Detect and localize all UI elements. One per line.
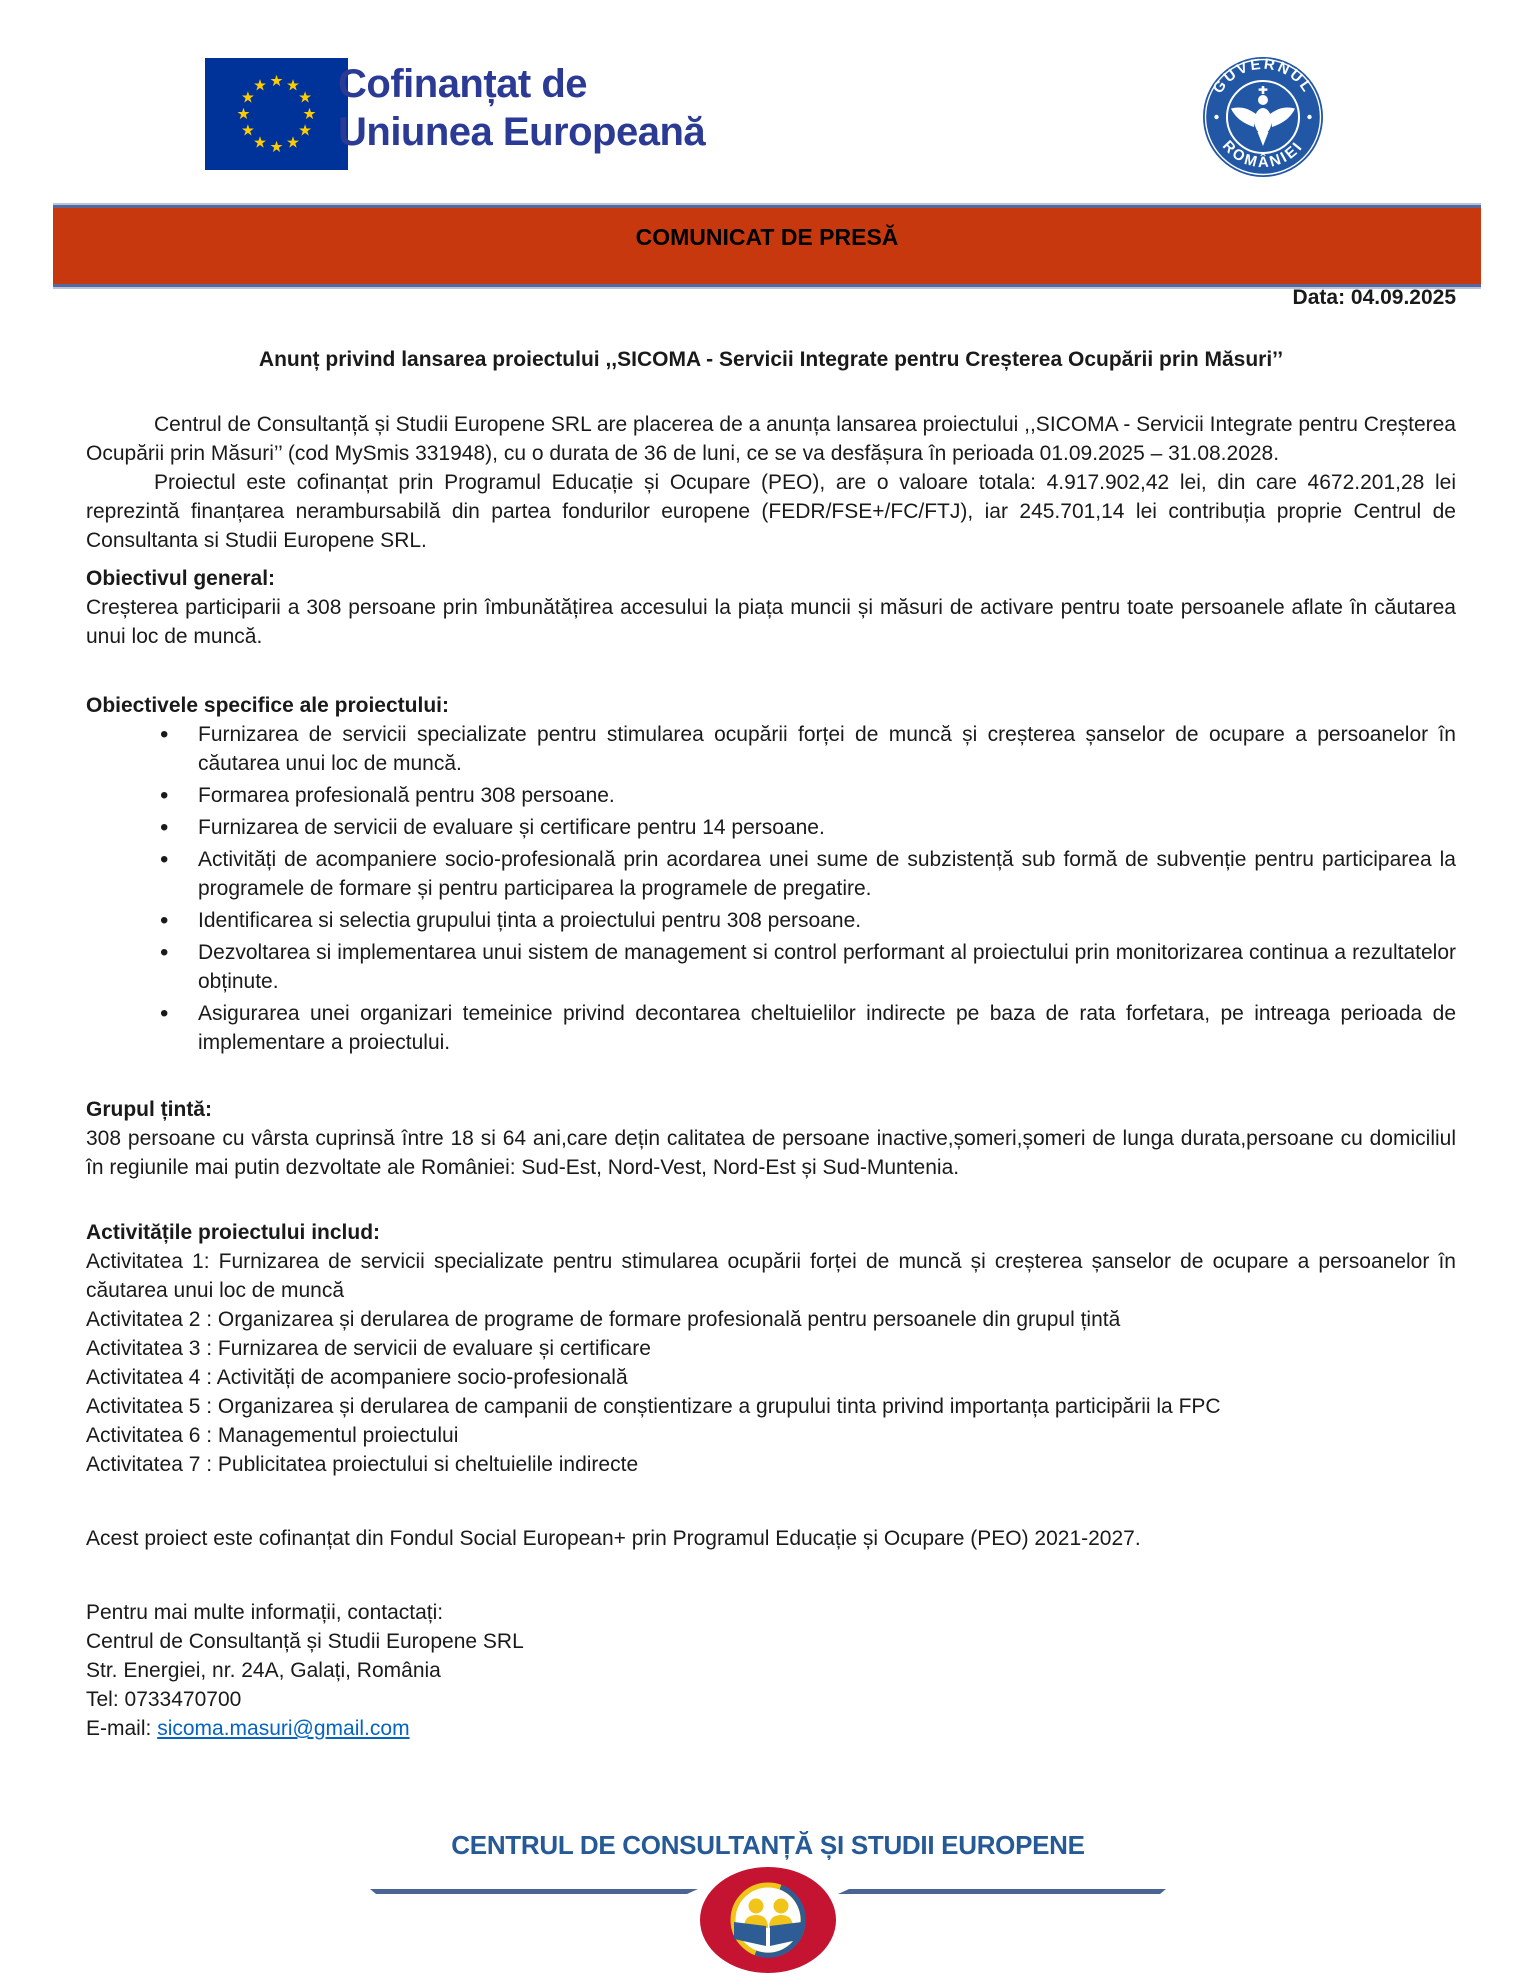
activity-item: Activitatea 3 : Furnizarea de servicii de evaluare și certificare [86,1337,651,1360]
objective-item: • Formarea profesională pentru 308 persoane. [86,781,1456,810]
press-banner-title: COMUNICAT DE PRESĂ [635,224,899,250]
objective-item: • Asigurarea unei organizari temeinice privind decontarea cheltuielilor indirecte pe baza de rata forfetara, pe intreaga perioada de implementare a proiectului. [86,999,1456,1057]
activity-item: Activitatea 7 : Publicitatea proiectului si cheltuielile indirecte [86,1453,639,1476]
contact-heading: Pentru mai multe informații, contactați: [86,1601,444,1624]
footer-divider-right [838,1889,1166,1894]
press-banner [53,205,1481,287]
footer-divider-left [370,1889,698,1894]
activity-item: Activitatea 1: Furnizarea de servicii specializate pentru stimularea ocupării forței de muncă și creșterea șanselor de ocupare a persoanelor în căutarea unui loc de muncă [86,1250,1456,1302]
gov-seal-icon [1201,55,1325,179]
email-link[interactable]: sicoma.masuri@gmail.com [157,1717,410,1740]
intro-paragraphs [86,410,1456,555]
brand-logo-icon [699,1866,837,1974]
specific-objectives-list [86,720,1456,1057]
target-group-heading: Grupul țintă: [86,1098,212,1121]
intro-paragraph-2: Proiectul este cofinanțat prin Programul Educație și Ocupare (PEO), are o valoare totala: 4.917.902,42 lei, din care 4672.201,28 lei reprezintă finanțarea nerambursabilă din partea fondurilor europene (FEDR/FSE+/FC/FTJ), iar 245.701,14 lei contribuția proprie Centrul de Consultanta si Studii Europene SRL. [86,471,1456,552]
contact-phone: Tel: 0733470700 [86,1688,242,1711]
footer-brand: CENTRUL DE CONSULTANȚĂ ȘI STUDII EUROPENE [451,1830,1085,1860]
general-objective-heading: Obiectivul general: [86,567,276,590]
gov-seal-text-top: GUVERNUL [1209,55,1317,97]
date-line: Data: 04.09.2025 [1292,286,1456,309]
eu-funding-line1: Cofinanțat de [338,62,588,106]
document-body [86,283,1456,1743]
gov-seal-text-bottom: ROMÂNIEI [1219,137,1307,172]
activity-item: Activitatea 2 : Organizarea și derularea de programe de formare profesională pentru persoanele din grupul țintă [86,1308,1121,1331]
activity-item: Activitatea 6 : Managementul proiectului [86,1424,459,1447]
contact-email-line [86,1714,1456,1743]
objective-item: • Activități de acompaniere socio-profesională prin acordarea unei sume de subzistență sub formă de subvenție pentru participarea la programele de formare și pentru participarea la programele de pregatire. [86,845,1456,903]
contact-block [86,1627,1456,1743]
activity-item: Activitatea 4 : Activități de acompaniere socio-profesională [86,1366,628,1389]
objective-item: • Furnizarea de servicii de evaluare și certificare pentru 14 persoane. [86,813,1456,842]
eu-flag-icon [205,58,348,170]
objective-item: • Identificarea si selectia grupului ținta a proiectului pentru 308 persoane. [86,906,1456,935]
eu-funding-label [338,60,705,156]
specific-objectives-heading: Obiectivele specifice ale proiectului: [86,694,449,717]
contact-address: Str. Energiei, nr. 24A, Galați, România [86,1659,441,1682]
objective-item: • Furnizarea de servicii specializate pentru stimularea ocupării forței de muncă și creșterea șanselor de ocupare a persoanelor în căutarea unui loc de muncă. [86,720,1456,778]
contact-company: Centrul de Consultanță și Studii Europene SRL [86,1630,524,1653]
intro-paragraph-1: Centrul de Consultanță și Studii Europene SRL are placerea de a anunța lansarea proiectului ,,SICOMA - Servicii Integrate pentru Creșterea Ocupării prin Măsuri’’ (cod MySmis 331948), cu o durata de 36 de luni, ce se va desfășura în perioada 01.09.2025 – 31.08.2028. [86,413,1456,465]
activities-heading: Activitățile proiectului includ: [86,1221,381,1244]
activities-list [86,1247,1456,1479]
funding-note: Acest proiect este cofinanțat din Fondul Social European+ prin Programul Educație și Ocupare (PEO) 2021-2027. [86,1527,1141,1550]
objective-item: • Dezvoltarea si implementarea unui sistem de management si control performant al proiectului prin monitorizarea continua a rezultatelor obținute. [86,938,1456,996]
eu-funding-line2: Uniunea Europeană [338,110,706,154]
general-objective-text: Creșterea participarii a 308 persoane prin îmbunătățirea accesului la piața muncii și măsuri de activare pentru toate persoanele aflate în căutarea unui loc de muncă. [86,596,1456,648]
email-label: E-mail: [86,1717,158,1740]
target-group-text: 308 persoane cu vârsta cuprinsă între 18 si 64 ani,care dețin calitatea de persoane inactive,șomeri,șomeri de lunga durata,persoane cu domiciliul în regiunile mai putin dezvoltate ale României: Sud-Est, Nord-Vest, Nord-Est și Sud-Muntenia. [86,1127,1456,1179]
activity-item: Activitatea 5 : Organizarea și derularea de campanii de conștientizare a grupului tinta privind importanța participării la FPC [86,1395,1221,1418]
document-title: Anunț privind lansarea proiectului ,,SICOMA - Servicii Integrate pentru Creșterea Ocupării prin Măsuri’’ [258,348,1284,371]
